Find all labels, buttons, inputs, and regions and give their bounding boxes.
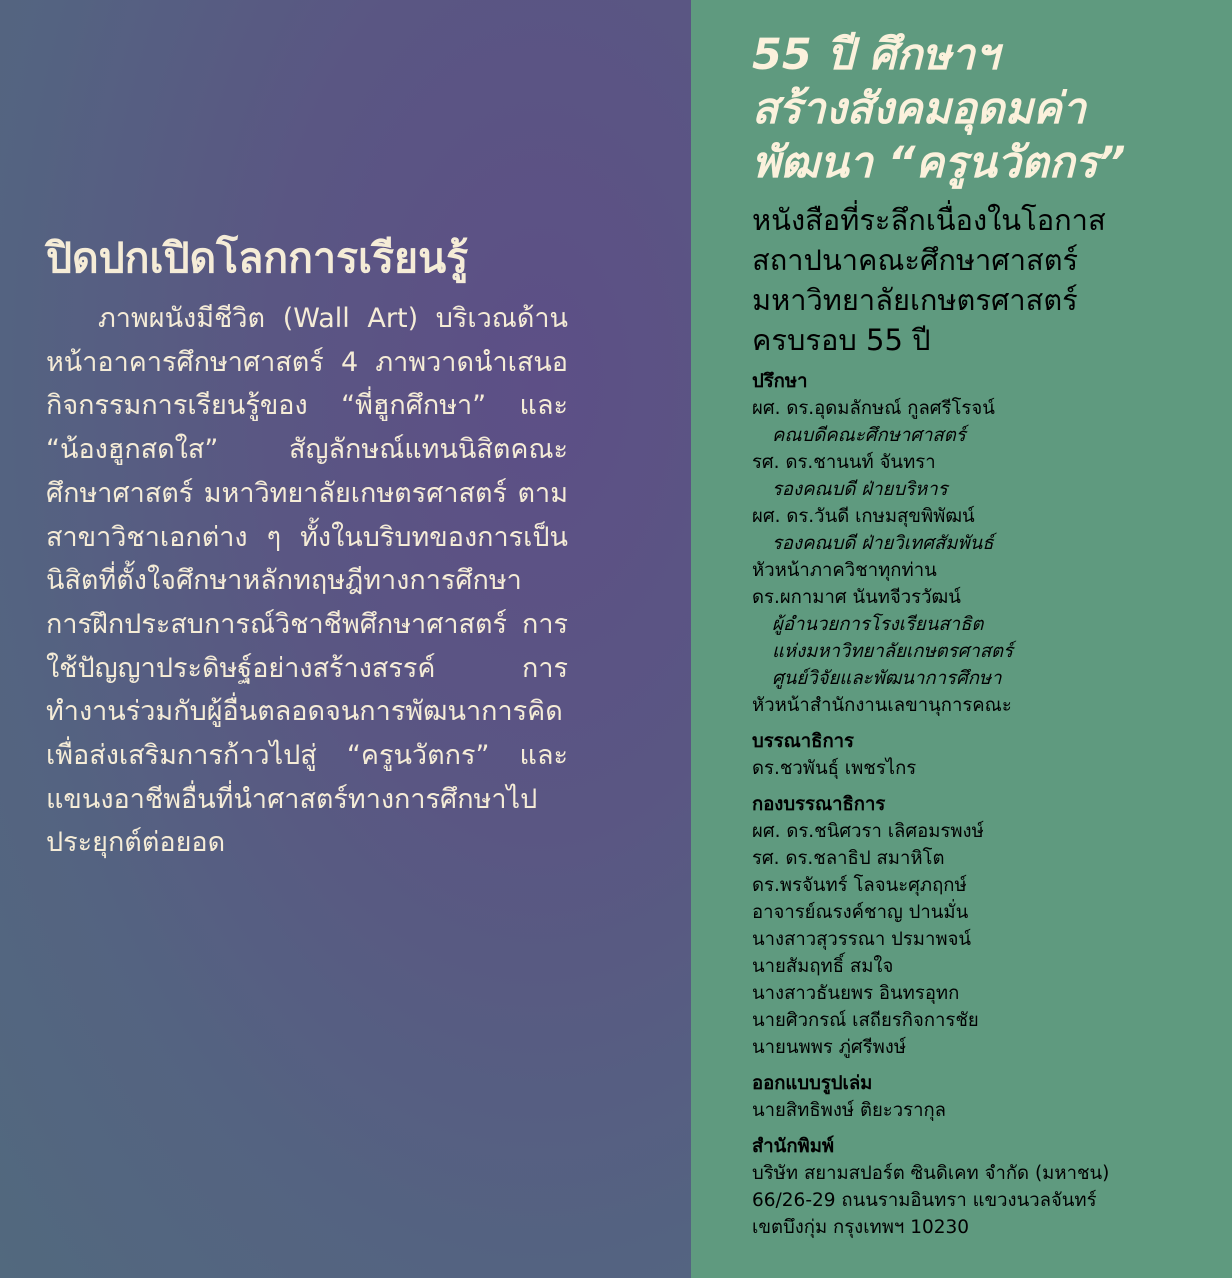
- publisher-line: บริษัท สยามสปอร์ต ซินดิเคท จำกัด (มหาชน): [752, 1163, 1110, 1184]
- credit-name: ผศ. ดร.วันดี เกษมสุขพิพัฒน์: [752, 506, 975, 527]
- publisher-section: [752, 1133, 1222, 1241]
- credit-name: นายสัมฤทธิ์ สมใจ: [752, 956, 894, 977]
- editor-section: [752, 728, 1222, 782]
- book-title: [752, 28, 1126, 190]
- subtitle-line: สถาปนาคณะศึกษาศาสตร์: [752, 243, 1079, 277]
- book-subtitle: [752, 200, 1106, 360]
- section-title: ปิดปกเปิดโลกการเรียนรู้: [46, 234, 469, 282]
- credit-role: รองคณบดี ฝ่ายวิเทศสัมพันธ์: [772, 533, 994, 554]
- credit-name: นางสาวสุวรรณา ปรมาพจน์: [752, 929, 972, 950]
- credit-name: ดร.พรจันทร์ โลจนะศุภฤกษ์: [752, 875, 967, 896]
- credit-name: นายนพพร ภู่ศรีพงษ์: [752, 1037, 907, 1058]
- subtitle-line: มหาวิทยาลัยเกษตรศาสตร์: [752, 283, 1078, 317]
- credit-name: รศ. ดร.ชานนท์ จันทรา: [752, 452, 936, 473]
- credit-name: ดร.ผกามาศ นันทจีวรวัฒน์: [752, 587, 961, 608]
- design-heading: ออกแบบรูปเล่ม: [752, 1073, 873, 1094]
- credit-name: รศ. ดร.ชลาธิป สมาหิโต: [752, 848, 945, 869]
- book-title-line: พัฒนา “ครูนวัตกร”: [752, 138, 1126, 188]
- credit-role: แห่งมหาวิทยาลัยเกษตรศาสตร์: [772, 641, 1013, 662]
- editorial-board-section: [752, 791, 1222, 1061]
- advisors-section: [752, 368, 1222, 719]
- credits: [752, 368, 1222, 1250]
- book-title-line: 55 ปี ศึกษาฯ: [752, 30, 1000, 80]
- publisher-heading: สำนักพิมพ์: [752, 1136, 835, 1157]
- credit-role: ผู้อำนวยการโรงเรียนสาธิต: [772, 614, 984, 635]
- advisors-heading: ปรึกษา: [752, 371, 808, 392]
- editor-heading: บรรณาธิการ: [752, 731, 854, 752]
- editorial-board-heading: กองบรรณาธิการ: [752, 794, 886, 815]
- credit-name: หัวหน้าภาควิชาทุกท่าน: [752, 560, 937, 581]
- credit-name: นายศิวกรณ์ เสถียรกิจการชัย: [752, 1010, 979, 1031]
- credit-name: หัวหน้าสำนักงานเลขานุการคณะ: [752, 695, 1012, 716]
- credit-role: ศูนย์วิจัยและพัฒนาการศึกษา: [772, 668, 1002, 689]
- credit-name: นางสาวธันยพร อินทรอุทก: [752, 983, 960, 1004]
- credit-name: อาจารย์ณรงค์ชาญ ปานมั่น: [752, 902, 969, 923]
- book-title-line: สร้างสังคมอุดมค่า: [752, 84, 1086, 134]
- subtitle-line: ครบรอบ 55 ปี: [752, 323, 931, 357]
- publisher-line: เขตบึงกุ่ม กรุงเทพฯ 10230: [752, 1217, 970, 1238]
- credit-name: นายสิทธิพงษ์ ติยะวรากุล: [752, 1100, 946, 1121]
- section-body: ภาพผนังมีชีวิต (Wall Art) บริเวณด้านหน้าอาคารศึกษาศาสตร์ 4 ภาพวาดนำเสนอกิจกรรมการเรียนรู้ของ “พี่ฮูกศึกษา” และ “น้องฮูกสดใส” สัญลักษณ์แทนนิสิตคณะศึกษาศาสตร์ มหาวิทยาลัยเกษตรศาสตร์ ตามสาขาวิชาเอกต่าง ๆ ทั้งในบริบทของการเป็นนิสิตที่ตั้งใจศึกษาหลักทฤษฎีทางการศึกษา การฝึกประสบการณ์วิชาชีพศึกษาศาสตร์ การใช้ปัญญาประดิษฐ์อย่างสร้างสรรค์ การทำงานร่วมกับผู้อื่นตลอดจนการพัฒนาการคิดเพื่อส่งเสริมการก้าวไปสู่ “ครูนวัตกร” และแขนงอาชีพอื่นที่นำศาสตร์ทางการศึกษาไปประยุกต์ต่อยอด: [46, 303, 568, 859]
- credit-role: คณบดีคณะศึกษาศาสตร์: [772, 425, 966, 446]
- credit-name: ผศ. ดร.ชนิศวรา เลิศอมรพงษ์: [752, 821, 984, 842]
- credit-role: รองคณบดี ฝ่ายบริหาร: [772, 479, 948, 500]
- credit-name: ผศ. ดร.อุดมลักษณ์ กูลศรีโรจน์: [752, 398, 995, 419]
- subtitle-line: หนังสือที่ระลึกเนื่องในโอกาส: [752, 203, 1106, 237]
- credit-name: ดร.ชวพันธุ์ เพชรไกร: [752, 758, 917, 779]
- publisher-line: 66/26-29 ถนนรามอินทรา แขวงนวลจันทร์: [752, 1190, 1097, 1211]
- design-section: [752, 1070, 1222, 1124]
